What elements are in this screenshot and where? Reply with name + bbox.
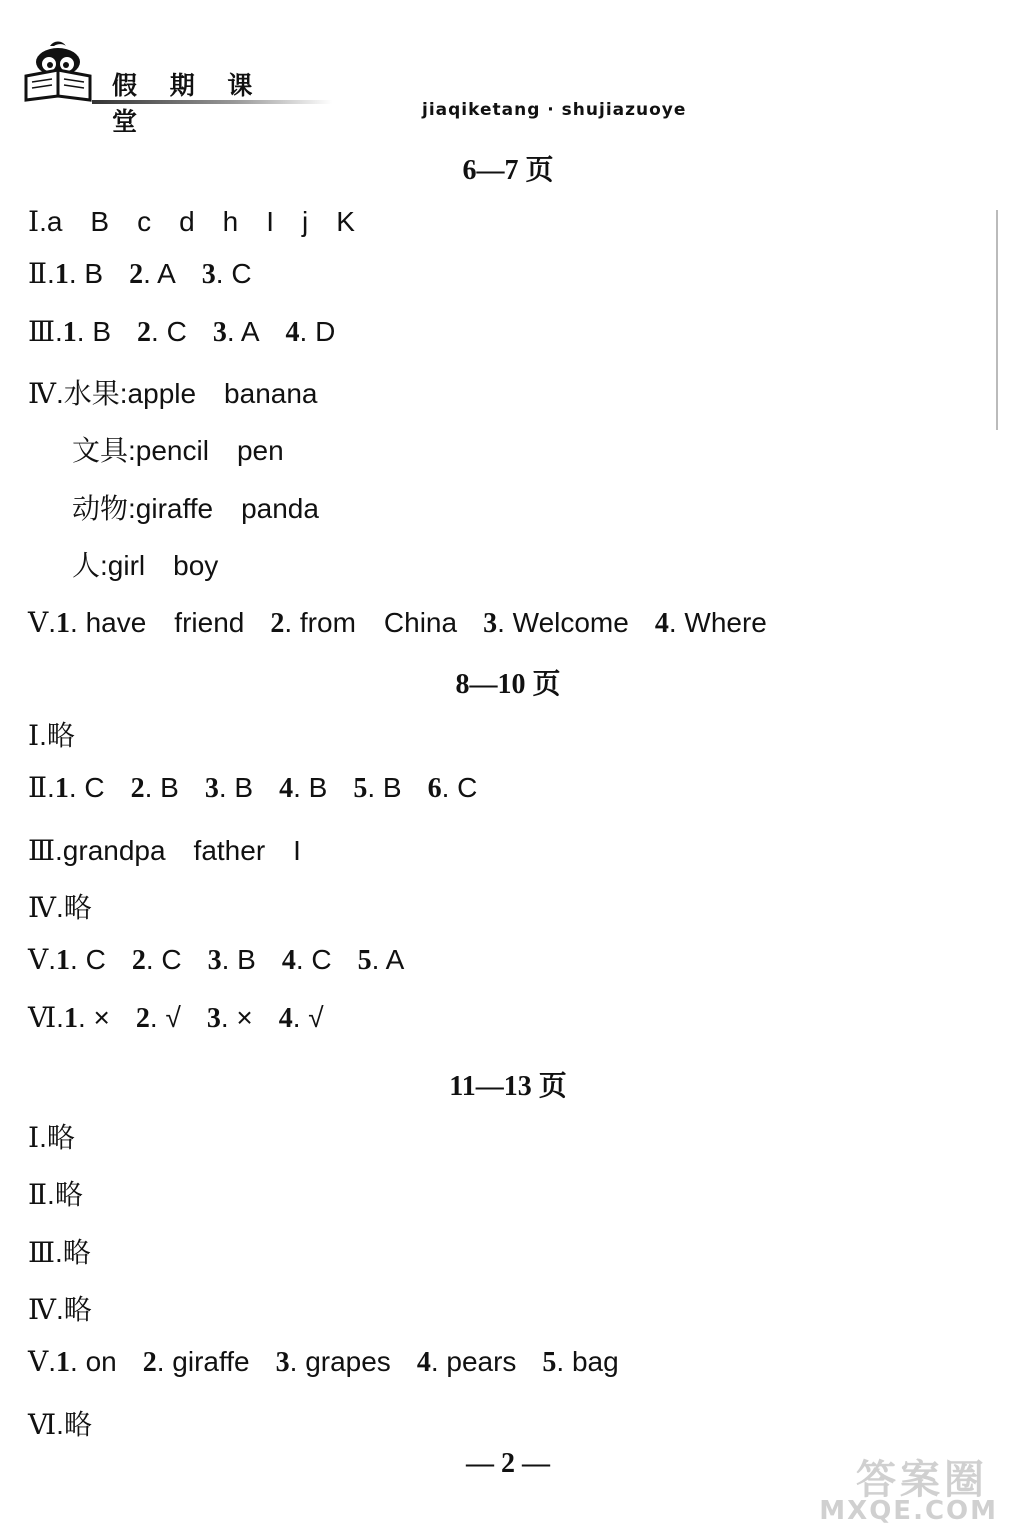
item-answer: D: [315, 315, 336, 347]
item-answer: bag: [571, 1346, 619, 1378]
answer-line: Ⅵ.1. × 2. √ 3. × 4. √: [28, 1001, 324, 1034]
answer-text: grandpa father I: [62, 834, 301, 866]
item-answer: ×: [236, 1001, 253, 1033]
scan-edge-line: [996, 210, 998, 430]
item-number: 3: [207, 945, 222, 977]
item-number: 3: [483, 608, 498, 640]
item-answer: giraffe: [172, 1346, 250, 1378]
header-title: 假 期 课 堂: [112, 71, 265, 136]
header-underline: [92, 100, 332, 104]
separator-dot: .: [56, 1408, 64, 1440]
item-answer: B: [308, 772, 328, 804]
answer-text: a B c d h I j K: [46, 206, 355, 237]
answer-line: [28, 886, 92, 926]
answer-line: Ⅱ.1. C 2. B 3. B 4. B 5. B 6. C: [28, 772, 478, 805]
item-number: 1: [62, 316, 77, 348]
item-answer: B: [160, 772, 179, 804]
separator-dot: .: [39, 720, 47, 751]
item-number: 2: [142, 1347, 157, 1379]
question-number: Ⅰ: [28, 721, 40, 752]
watermark: [819, 1448, 998, 1528]
answer-line: [28, 1231, 91, 1271]
separator-dot: .: [55, 377, 64, 409]
answer-line: [28, 1173, 83, 1213]
item-answer: C: [311, 944, 332, 976]
answer-line: Ⅱ.1. B 2. A 3. C: [28, 258, 252, 291]
separator-dot: .: [47, 1179, 55, 1211]
item-number: 1: [56, 608, 71, 640]
section-title: 11—13 页: [449, 1071, 567, 1102]
separator-dot: .: [48, 1346, 57, 1378]
question-number: Ⅱ: [28, 773, 48, 805]
answer-line: [28, 200, 355, 240]
answer-text: 略: [63, 1293, 92, 1325]
answer-text: 略: [54, 1179, 83, 1211]
item-number: 4: [279, 773, 294, 805]
item-answer: B: [382, 772, 402, 804]
header: [20, 40, 320, 136]
question-number: Ⅳ: [28, 378, 56, 410]
item-answer: from China: [299, 607, 458, 639]
item-number: 1: [63, 1002, 78, 1034]
item-number: 1: [56, 945, 71, 977]
item-answer: A: [157, 258, 176, 290]
watermark-top: 答案圈: [856, 1457, 988, 1503]
item-number: 2: [137, 316, 152, 348]
answer-text: 略: [62, 1236, 91, 1268]
separator-dot: .: [39, 206, 47, 237]
answer-line: [28, 1403, 92, 1443]
item-answer: on: [85, 1346, 117, 1378]
separator-dot: .: [47, 772, 55, 804]
item-answer: C: [231, 258, 252, 290]
answer-line: [28, 1116, 75, 1156]
header-subtitle: jiaqiketang · shujiazuoye: [422, 100, 687, 120]
item-number: 1: [56, 1347, 71, 1379]
item-number: 2: [135, 1002, 150, 1034]
item-answer: have friend: [85, 607, 245, 639]
page-number: — 2 —: [466, 1448, 550, 1479]
item-number: 4: [654, 608, 669, 640]
item-answer: B: [234, 772, 254, 804]
question-number: Ⅴ: [28, 608, 49, 640]
item-answer: C: [85, 944, 106, 976]
answer-text: 文具:pencil pen: [72, 435, 284, 467]
separator-dot: .: [55, 1293, 64, 1325]
answer-line: [28, 829, 301, 869]
question-number: Ⅲ: [28, 316, 56, 348]
item-answer: √: [165, 1001, 181, 1033]
item-number: 2: [130, 773, 145, 805]
item-answer: C: [166, 315, 187, 347]
question-number: Ⅰ: [28, 207, 40, 238]
item-number: 5: [357, 945, 372, 977]
item-number: 4: [416, 1347, 431, 1379]
item-number: 4: [285, 316, 300, 348]
item-answer: grapes: [305, 1346, 391, 1378]
answer-text: 略: [46, 720, 75, 751]
answer-line: [28, 1288, 92, 1328]
item-number: 4: [281, 945, 296, 977]
answer-line: Ⅴ.1. have friend 2. from China 3. Welcome 4. Where: [28, 607, 767, 640]
item-number: 3: [206, 1002, 221, 1034]
item-number: 3: [204, 773, 219, 805]
item-answer: B: [84, 258, 104, 290]
question-number: Ⅲ: [28, 835, 56, 867]
section-title: 6—7 页: [462, 155, 554, 186]
item-answer: √: [308, 1001, 324, 1033]
item-answer: B: [237, 944, 256, 976]
item-answer: B: [92, 315, 112, 347]
separator-dot: .: [55, 834, 63, 866]
answer-line: [72, 429, 284, 469]
separator-dot: .: [47, 258, 55, 290]
item-answer: C: [84, 772, 105, 804]
answer-line: [28, 372, 318, 412]
answer-line: [72, 487, 319, 527]
item-number: 2: [131, 945, 146, 977]
item-answer: Welcome: [512, 607, 629, 639]
item-answer: A: [385, 944, 405, 976]
answer-text: 略: [63, 1408, 92, 1440]
answer-text: 略: [63, 891, 92, 923]
item-number: 2: [129, 259, 144, 291]
section-title: 8—10 页: [455, 669, 561, 700]
item-number: 5: [353, 773, 368, 805]
item-number: 3: [212, 316, 227, 348]
item-number: 3: [201, 259, 216, 291]
item-number: 1: [54, 259, 69, 291]
answer-text: 水果:apple banana: [63, 377, 318, 409]
item-number: 1: [54, 773, 69, 805]
item-answer: A: [240, 315, 260, 347]
answer-line: [28, 714, 75, 754]
question-number: Ⅵ: [28, 1409, 57, 1441]
question-number: Ⅵ: [28, 1002, 57, 1034]
question-number: Ⅴ: [28, 945, 49, 977]
question-number: Ⅳ: [28, 892, 56, 924]
separator-dot: .: [55, 315, 63, 347]
reading-owl-logo-icon: [20, 40, 94, 106]
question-number: Ⅲ: [28, 1237, 56, 1269]
separator-dot: .: [39, 1122, 47, 1153]
question-number: Ⅴ: [28, 1347, 49, 1379]
separator-dot: .: [48, 944, 57, 976]
answer-text: 人:girl boy: [72, 549, 219, 581]
watermark-bottom: MXQE.COM: [819, 1496, 998, 1526]
answer-line: [72, 544, 218, 584]
item-answer: ×: [93, 1001, 110, 1033]
answer-line: Ⅴ.1. C 2. C 3. B 4. C 5. A: [28, 944, 405, 977]
item-answer: Where: [684, 607, 767, 639]
question-number: Ⅱ: [28, 1180, 48, 1212]
item-number: 6: [427, 773, 442, 805]
item-number: 5: [542, 1347, 557, 1379]
separator-dot: .: [55, 1236, 63, 1268]
answer-text: 动物:giraffe panda: [72, 492, 319, 524]
answer-line: Ⅲ.1. B 2. C 3. A 4. D: [28, 315, 336, 348]
separator-dot: .: [48, 607, 57, 639]
item-answer: C: [161, 944, 182, 976]
question-number: Ⅳ: [28, 1294, 56, 1326]
item-number: 2: [270, 608, 285, 640]
item-answer: pears: [446, 1346, 517, 1378]
separator-dot: .: [56, 1001, 64, 1033]
item-answer: C: [457, 772, 478, 804]
item-number: 3: [275, 1347, 290, 1379]
item-number: 4: [278, 1002, 293, 1034]
question-number: Ⅰ: [28, 1123, 40, 1154]
answer-text: 略: [46, 1122, 75, 1153]
separator-dot: .: [55, 891, 64, 923]
question-number: Ⅱ: [28, 259, 48, 291]
answer-line: Ⅴ.1. on 2. giraffe 3. grapes 4. pears 5. bag: [28, 1346, 619, 1379]
